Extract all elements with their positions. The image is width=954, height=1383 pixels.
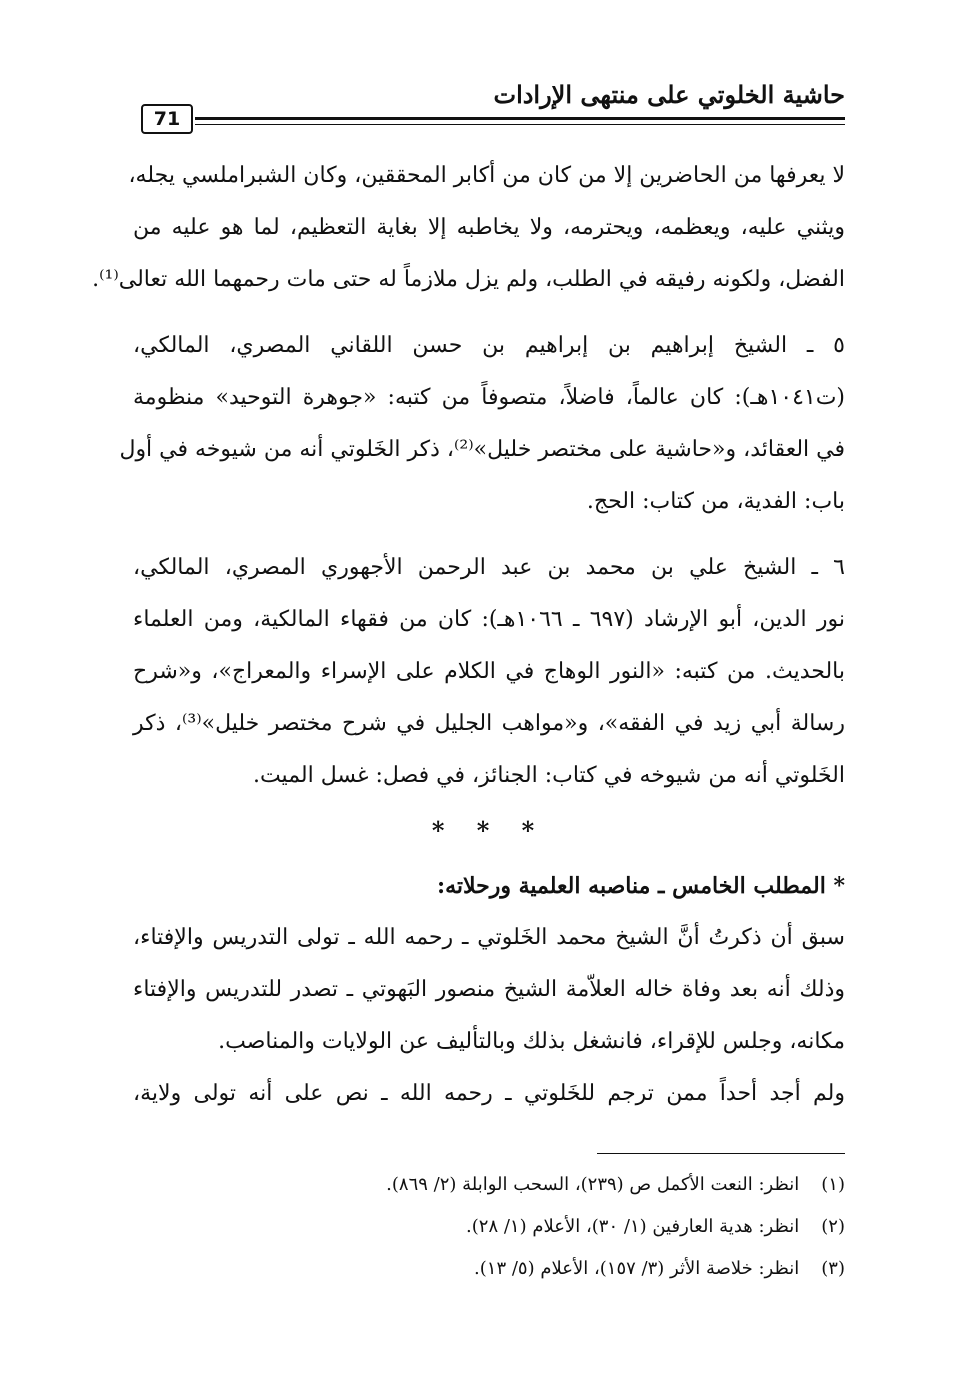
footnote-1: [133, 1164, 845, 1206]
text-line: باب: الفدية، من كتاب: الحج.: [586, 489, 845, 514]
footnote-rule: [597, 1153, 845, 1154]
footnote-text: انظر: هدية العارفين (١/ ٣٠)، الأعلام (١/ ٢٨).: [466, 1216, 800, 1237]
running-title: حاشية الخلوتي على منتهى الإرادات: [493, 80, 845, 109]
footnote-number: (٢): [821, 1216, 845, 1237]
footnote-text: انظر: خلاصة الأثر (٣/ ١٥٧)، الأعلام (٥/ ١٣).: [474, 1258, 800, 1279]
text-line: ٦ ـ الشيخ علي بن محمد بن عبد الرحمن الأجهوري المصري، المالكي،: [133, 555, 845, 580]
section-heading: * المطلب الخامس ـ مناصبه العلمية ورحلاته:: [436, 873, 845, 899]
text-line: سبق أن ذكرتُ أنَّ الشيخ محمد الخَلوتي ـ رحمه الله ـ تولى التدريس والإفتاء،: [133, 925, 845, 950]
text-line: نور الدين، أبو الإرشاد (٦٩٧ ـ ١٠٦٦هـ): كان من فقهاء المالكية، ومن العلماء: [133, 607, 845, 632]
text-line: في العقائد، و«حاشية على مختصر خليل»⁽²⁾، ذكر الخَلوتي أنه من شيوخه في أول: [119, 437, 845, 462]
text-line: ولم أجد أحداً ممن ترجم للخَلوتي ـ رحمه الله ـ نص على أنه تولى ولاية،: [133, 1081, 845, 1106]
text-line: لا يعرفها من الحاضرين إلا من كان من أكابر المحققين، وكان الشبراملسي يجله،: [128, 163, 845, 188]
section-divider-stars: * * *: [431, 816, 547, 845]
text-line: وذلك أنه بعد وفاة خاله العلاّمة الشيخ منصور البَهوتي ـ تصدر للتدريس والإفتاء: [133, 977, 845, 1002]
text-line: ويثني عليه، ويعظمه، ويحترمه، ولا يخاطبه إلا بغاية التعظيم، لما هو عليه من: [133, 215, 845, 240]
footnotes: [133, 1164, 845, 1290]
footnote-text: انظر: النعت الأكمل ص (٢٣٩)، السحب الوابلة (٢/ ٨٦٩).: [386, 1174, 800, 1195]
text-line: (ت١٠٤١هـ): كان عالماً، فاضلاً، متصوفاً من كتبه: «جوهرة التوحيد» منظومة: [133, 385, 845, 410]
text-line: بالحديث. من كتبه: «النور الوهاج في الكلام على الإسراء والمعراج»، و«شرح: [133, 659, 845, 684]
text-line: الفضل، ولكونه رفيقه في الطلب، ولم يزل ملازماً له حتى مات رحمهما الله تعالى⁽¹⁾.: [92, 267, 845, 292]
text-line: الخَلوتي أنه من شيوخه في كتاب: الجنائز، في فصل: غسل الميت.: [252, 763, 845, 788]
main-text: [92, 150, 845, 1120]
page-number: 71: [141, 104, 193, 134]
header-rule-thin: [195, 124, 845, 125]
page-header: [133, 78, 845, 130]
footnote-number: (٣): [821, 1258, 845, 1279]
text-line: رسالة أبي زيد في الفقه»، و«مواهب الجليل في شرح مختصر خليل»⁽³⁾، ذكر: [133, 711, 845, 736]
footnote-2: [133, 1206, 845, 1248]
header-rule-thick: [195, 117, 845, 120]
text-line: ٥ ـ الشيخ إبراهيم بن إبراهيم بن حسن اللقاني المصري، المالكي،: [133, 333, 845, 358]
footnote-number: (١): [821, 1174, 845, 1195]
text-line: مكانه، وجلس للإقراء، فانشغل بذلك وبالتأليف عن الولايات والمناصب.: [218, 1029, 845, 1054]
footnote-3: [133, 1248, 845, 1290]
